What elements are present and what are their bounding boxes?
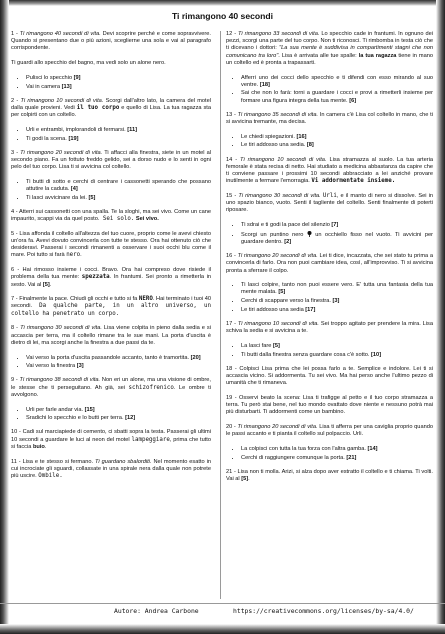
choice-item <box>241 142 433 149</box>
text-run: Scorgi un puntino nero <box>241 231 307 238</box>
choice-list <box>226 134 433 150</box>
italic-text: Ti rimangono 30 secondi di vita. <box>20 325 102 332</box>
text-run: Lisa ti si avvicina col coltello. <box>57 164 131 171</box>
choice-item <box>26 195 211 202</box>
text-run: Ti guardi allo specchio del bagno, ma vedi solo un alone nero. <box>11 60 166 67</box>
story-paragraph <box>226 395 433 417</box>
italic-text: "La sua mente è suddivisa in compartimenti stagni che non comunicano tra loro" <box>226 45 433 59</box>
bold-text: la tua ragazza <box>358 52 397 59</box>
text-run: . <box>49 281 52 288</box>
text-run: 5 - Lisa affonda il coltello all'altezza del tuo cuore, proprio come le avevi chiesto un'ora fa. Avevi dovuto convincerla con tutte te stesso. Ora hai ottenuto ciò che desideravi. Passerai i secondi rimanenti a osservare i suoi occhi blu come il mare. <box>11 230 211 259</box>
text-run: Sradichi lo specchio e lo butti per terra. <box>26 415 126 422</box>
text-run: . Le ombre ti avvolgono. <box>11 384 211 398</box>
text-run: Cerchi di scappare verso la finestra. <box>241 298 333 305</box>
text-run: Lisa stramazza al suolo. La tua arteria femorale è stata recisa di netto. Hai studiato a medicina abbastanza da capire che ti conviene passare i prossimi 10 secondi abbracciato a lei anziché provare inutilmente a fermare l'emorragia. <box>226 156 433 185</box>
text-run: 1 - <box>11 31 20 37</box>
italic-text: Ti rimangono 38 secondi di vita. <box>19 377 101 384</box>
mono-text: il tuo corpo <box>76 104 120 111</box>
italic-text: Ti guardano sbalorditi. <box>95 458 152 465</box>
story-paragraph <box>11 209 211 223</box>
story-paragraph <box>226 31 433 67</box>
choice-list <box>226 222 433 246</box>
choice-item <box>241 222 433 229</box>
choice-item <box>241 90 433 104</box>
left-column <box>11 31 211 488</box>
text-run: Non eri un alone, ma una visione di ombre, le stesse che ti perseguitano. Ah già, sei <box>11 377 211 391</box>
text-run: 16 - <box>226 253 238 260</box>
choice-item <box>26 355 211 362</box>
mono-text: Da qualche parte, in un altro universo, un coltello ha penetrato un corpo. <box>11 303 211 317</box>
choice-item <box>26 136 211 143</box>
text-run: Ti godi la scena. <box>26 135 69 142</box>
text-run: Scorgi dall'altro lato, la camera del motel dalla quale provieni. Vedi <box>11 97 211 111</box>
text-run: 14 - <box>226 156 241 163</box>
choice-item <box>241 446 433 453</box>
choice-item <box>26 363 211 370</box>
text-run: 9 - <box>11 377 20 384</box>
story-paragraph <box>226 366 433 388</box>
choice-list <box>11 355 211 371</box>
text-run: Lisa ti afferra per una caviglia proprio quando le passi accanto e ti pianta il coltello sul polpaccio. Urli. <box>226 424 433 438</box>
paragraph-reference: [10] <box>371 351 382 358</box>
text-run: 6 - Hai rimosso insieme i cocci. Bravo. Ora hai compreso dove risiede il problema della tua mente: <box>11 267 211 281</box>
story-paragraph <box>226 253 433 275</box>
text-run: Pulisci lo specchio <box>26 74 74 81</box>
paragraph-reference: [13] <box>61 83 72 90</box>
mono-text: Vi addormentate insieme. <box>311 178 396 185</box>
italic-text: Ti rimangono 10 secondi di vita. <box>240 156 327 163</box>
text-run: 8 - <box>11 325 21 332</box>
paragraph-reference: [5] <box>241 476 249 483</box>
text-run: 10 - Cadi sul marciapiede di cemento, ci sbatti sopra la testa. Passerai gli ultimi 10 secondi a guardare le luci al neon del motel <box>11 429 211 443</box>
footer-rule <box>0 603 445 604</box>
choice-item <box>26 127 211 134</box>
story-paragraph <box>11 31 211 53</box>
text-run: La lasci fare <box>241 343 273 349</box>
text-run: Vai verso la finestra <box>26 363 77 370</box>
text-run: Ti butti di sotto e cerchi di centrare i cassonetti sperando che possano attutire la caduta. <box>26 178 211 193</box>
paragraph-reference: [3] <box>332 298 340 305</box>
story-paragraph <box>226 424 433 438</box>
author-credit: Autore: Andrea Carbone <box>114 607 199 615</box>
text-run: Lisa viene colpita in pieno dalla sedia e si accascia per terra, ma il coltello rimane tra le sue mani. La porta d'uscita è dietro di lei, ma scorgi anche la finestra a due passi da te. <box>11 325 212 346</box>
choice-item <box>241 352 433 359</box>
paragraph-reference: [5] <box>42 281 50 288</box>
italic-text: Ti rimangono 20 secondi di vita. <box>237 253 318 260</box>
story-paragraph <box>226 193 433 215</box>
text-run: , prima che tutto si faccia <box>11 436 211 450</box>
story-paragraph <box>11 98 211 120</box>
paragraph-reference: [14] <box>367 446 378 453</box>
mono-text: Ombile. <box>38 472 63 479</box>
paragraph-reference: [16] <box>296 133 307 140</box>
paragraph-reference: [17] <box>305 306 316 313</box>
text-run: Nel momento esatto in cui incrociate gli sguardi, collassate in una spirale nera dalla quale non potrete più uscire. <box>11 458 211 479</box>
mono-text: Sei solo. <box>99 216 135 223</box>
paragraph-reference: [18] <box>259 81 270 88</box>
page-title: Ti rimangono 40 secondi <box>171 11 274 21</box>
choice-item <box>241 455 433 462</box>
paragraph-reference: [3] <box>76 363 84 370</box>
paragraph-reference: [11] <box>127 126 137 133</box>
italic-text: Ti rimangono 10 secondi di vita. <box>20 97 104 104</box>
italic-text: Ti rimangono 20 secondi di vita. <box>237 424 318 431</box>
scan-shadow-bottom <box>0 624 445 634</box>
paragraph-reference: [2] <box>284 238 292 245</box>
paragraph-reference: [21] <box>346 454 357 461</box>
paragraph-reference: [6] <box>349 97 357 104</box>
text-run: Le tiri addosso una sedia. <box>241 142 307 149</box>
text-run: Vai verso la porta d'uscita passandole accanto, tanto è tramortita. <box>26 354 191 361</box>
text-run: , e il manto di nero si dissolve. Sei in uno spazio bianco, vuoto. Senti il tagliente del coltello. Senti finalmente di poterti riposare. <box>226 192 434 214</box>
choice-item <box>241 134 433 141</box>
mono-text: spezzata <box>81 274 110 281</box>
text-run: 4 - Atterri sui cassonetti con una spalla. Te la sloghi, ma sei vivo. Come un cane impaurito, scappi via da quel posto. <box>11 208 211 223</box>
choice-item <box>26 179 211 193</box>
story-paragraph <box>11 150 211 172</box>
license-link[interactable]: https://creativecommons.org/licenses/by-sa/4.0/ <box>233 607 414 615</box>
story-paragraph <box>226 157 433 186</box>
scan-shadow-top <box>0 0 445 6</box>
choice-item <box>241 282 433 296</box>
text-run: . <box>248 476 250 483</box>
story-paragraph <box>226 321 433 335</box>
story-paragraph <box>11 429 211 451</box>
choice-item <box>241 231 433 246</box>
italic-text: Ti rimangono 40 secondi di vita. <box>19 31 101 37</box>
text-run: Ti lasci avvicinare da lei. <box>26 194 89 201</box>
text-run: Sei pronto a rimetterla in sesto. Vai al <box>11 274 211 288</box>
text-run: 7 - Finalmente la pace. Chiudi gli occhi e tutto si fa <box>11 296 139 303</box>
text-run: 17 - <box>226 321 238 328</box>
text-run: Hai terminato i tuoi 40 secondi. <box>11 296 212 310</box>
paragraph-reference: [9] <box>73 74 81 81</box>
text-run: Lo specchio cade in frantumi. In ognuno dei pezzi, scorgi una parte del tuo corpo. Non ti riconosci. Ti rimbomba in testa ciò che ti dicevano i dottori: <box>226 31 433 52</box>
text-run: tiene in mano un coltello ed è pronta a trapassarti. <box>226 52 433 66</box>
choice-item <box>241 307 433 314</box>
text-run: . <box>80 252 82 259</box>
scan-shadow-left <box>0 0 9 634</box>
text-run: Vai in camera <box>26 83 62 90</box>
paragraph-reference: [12] <box>125 415 136 422</box>
choice-list <box>226 282 433 314</box>
text-run: . In frantumi. <box>109 274 144 281</box>
paragraph-reference: [15] <box>84 406 95 413</box>
text-run: 19 - Osservi beato la scena: Lisa ti trafigge al petto e il tuo corpo stramazza a terra. Tu però stai bene, nel tuo mondo ovattato dove niente e nessuno potrà mai più disturbarti. Ti addormenti come un bambino. <box>226 395 433 416</box>
italic-text: Ti rimangono 35 secondi di vita. <box>237 111 319 118</box>
text-run: Poi tutto si farà <box>25 252 67 259</box>
paragraph-reference: [19] <box>68 135 79 142</box>
text-run: 3 - <box>11 149 21 156</box>
choice-item <box>26 407 211 414</box>
mono-text: schizofrenico <box>128 384 174 391</box>
paragraph-reference: [7] <box>331 222 339 229</box>
text-run: 15 - <box>226 192 239 199</box>
bold-text: Sei vivo. <box>134 216 159 223</box>
choice-list <box>226 75 433 105</box>
choice-list <box>11 179 211 202</box>
column-divider <box>220 31 221 599</box>
choice-list <box>226 343 433 359</box>
bold-text: buio <box>32 443 45 450</box>
choice-item <box>241 343 433 350</box>
mono-text: NERO <box>138 296 153 303</box>
paragraph-reference: [5] <box>278 289 286 296</box>
text-run: Urli per farle andar via. <box>26 406 85 413</box>
story-paragraph <box>11 377 211 399</box>
text-run: Le tiri addosso una sedia <box>241 306 306 313</box>
choice-item <box>26 415 211 422</box>
story-paragraph <box>226 469 433 483</box>
mono-text: nero <box>66 252 81 259</box>
text-run: Ti lasci colpire, tanto non puoi essere vero. E' tutta una fantasia della tua mente malata. <box>241 282 433 296</box>
text-run: 12 - <box>226 31 239 37</box>
choice-item <box>26 75 211 82</box>
text-run: Afferri uno dei cocci dello specchio e ti difendi con esso mirando al suo ventre. <box>241 74 433 88</box>
text-run: Le chiedi spiegazioni. <box>241 133 297 140</box>
text-run: . <box>152 296 155 303</box>
text-run: In camera c'è Lisa col coltello in mano, che ti si avvicina tremante, ma decisa. <box>226 111 433 126</box>
story-paragraph <box>11 325 211 347</box>
paragraph-reference: [5] <box>88 194 96 201</box>
text-run: 21 - Lisa non ti molla. Arizi, si alza dopo aver estratto il coltello e ti chiama. Ti volti. Vai al <box>226 468 433 483</box>
text-run: 18 - Colpisci Lisa prima che lei possa farlo a te. Semplice e indolore. Lei ti si accascia vicino. Si addormenta. Tu sei vivo. Ma hai perso anche l'ultimo pezzo di umanità che ti rimaneva. <box>226 365 433 387</box>
italic-text: Ti rimangono 20 secondi di vita. <box>20 149 103 156</box>
right-column <box>226 31 433 491</box>
text-run: Lei ti dice, incazzata, che sei stato tu prima a convincerla di farlo. Ora non puoi cambiare idea, così, all'improvviso. Ti si avvicina pronta a sferrare il colpo. <box>226 253 433 274</box>
text-run: 20 - <box>226 424 238 431</box>
text-run: 11 - Lisa e te stesso si fermano. <box>11 458 96 465</box>
text-run: Urli e entrambi, implorandoli di fermarsi. <box>26 126 128 133</box>
text-run: un occhiello fisso nel vuoto. Ti avvicini per guardare dentro. <box>241 231 433 245</box>
text-run: 2 - <box>11 97 21 104</box>
text-run: . <box>44 443 47 450</box>
text-run: Sai che non lo farà: torni a guardare i cocci e provi a rimetterli insieme per formare una figura integra della tua mente. <box>241 90 433 104</box>
story-paragraph <box>11 267 211 289</box>
mono-text: lampeggiare <box>131 436 170 443</box>
text-run: Ti sdrai e ti godi la pace del silenzio <box>241 222 332 229</box>
italic-text: Ti rimangono 30 secondi di vita. <box>238 192 321 199</box>
text-run: Lisa è arrivata alle tue spalle: <box>279 52 359 59</box>
italic-text: Ti rimangono 10 secondi di vita. <box>237 321 319 328</box>
choice-list <box>226 446 433 462</box>
text-run: Cerchi di raggiungere comunque la porta. <box>241 454 347 461</box>
text-run: La colpisci con tutta la tua forza con l'altra gamba. <box>241 446 368 453</box>
choice-item <box>26 84 211 91</box>
text-run: Sei troppo agitato per prendere la mira. Lisa schiva la sedia e si avvicina a te. <box>226 321 433 335</box>
italic-text: Ti rimangono 33 secondi di vita. <box>238 31 320 37</box>
story-paragraph <box>226 112 433 126</box>
story-paragraph <box>11 60 211 67</box>
text-run: Ti affacci alla finestra, siete in un motel al secondo piano. Fa un fottuto freddo gelido, sei a dorso nudo e lo senti in ogni pelo del tuo corpo. <box>11 149 211 171</box>
paragraph-reference: [8] <box>306 142 314 149</box>
paragraph-reference: [4] <box>70 186 78 193</box>
mono-text: Urli <box>322 192 337 199</box>
text-run: 13 - <box>226 111 238 118</box>
paragraph-reference: [5] <box>272 343 280 349</box>
choice-list <box>11 75 211 91</box>
choice-list <box>11 407 211 423</box>
choice-item <box>241 75 433 89</box>
choice-item <box>241 298 433 305</box>
text-run: . <box>278 52 280 59</box>
scan-shadow-right <box>436 0 445 634</box>
text-run: Devi scoprire perché e come sopravvivere. Quando si presentano due o più azioni, sceglierne una sola e vai al paragrafo corrispondente. <box>11 31 211 52</box>
choice-list <box>11 127 211 143</box>
paragraph-reference: [20] <box>190 354 201 361</box>
story-paragraph <box>11 296 211 318</box>
story-paragraph <box>11 459 211 481</box>
text-run: Ti butti dalla finestra senza guardare cosa c'è sotto. <box>241 351 372 358</box>
text-run: e quello di Lisa. La tua ragazza sta per colpirti con un coltello. <box>11 104 211 119</box>
story-paragraph <box>11 231 211 260</box>
